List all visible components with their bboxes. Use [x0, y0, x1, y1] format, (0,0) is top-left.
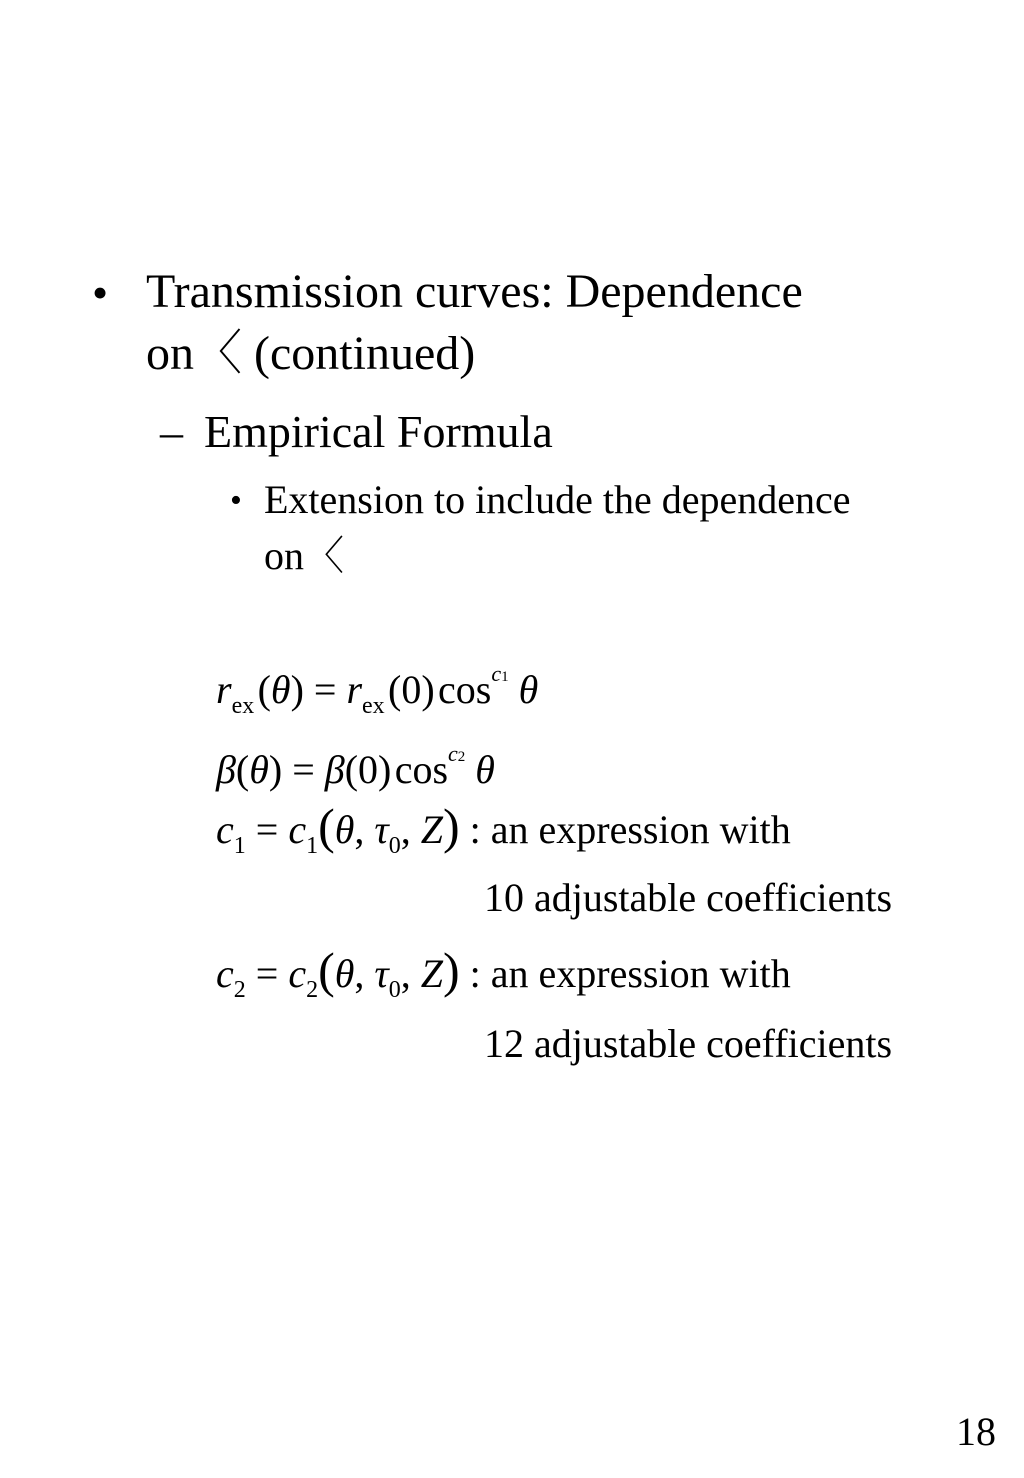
bullet-text-level3-line1: Extension to include the dependence: [264, 477, 851, 522]
bullet-text-level1-line1: Transmission curves: Dependence: [146, 265, 803, 318]
equation-c2-coefficients: 12 adjustable coefficients: [484, 1021, 893, 1066]
bullet-text-level3-line2: on〈: [264, 533, 344, 578]
bullet-marker-level3: •: [230, 482, 242, 519]
equation-r-ex: $r_{ex}$ $(\theta) = r_{ex}$ (0) $\cos^{c1} \theta$: [216, 661, 539, 719]
equation-c1-description: an expression with: [490, 807, 791, 852]
equation-c1: $c_1 = c_1(\theta$, $\tau_0$, Z) : an expression with: [216, 798, 791, 859]
equation-c1-coefficients: 10 adjustable coefficients: [484, 875, 893, 920]
equation-c2: $c_2 = c_2(\theta$, $\tau_0$, Z) : an expression with: [216, 942, 791, 1003]
bullet-marker-level1: •: [92, 267, 109, 318]
equation-beta: β(θ) = β(0) $\cos^{c2} \theta$: [216, 741, 495, 792]
bullet-text-level2: Empirical Formula: [204, 406, 553, 457]
bullet-text-level1-line2: on〈 (continued): [146, 327, 476, 380]
dash-marker-level2: –: [160, 406, 183, 457]
page-number: 18: [956, 1409, 996, 1454]
equation-c2-description: an expression with: [490, 951, 791, 996]
